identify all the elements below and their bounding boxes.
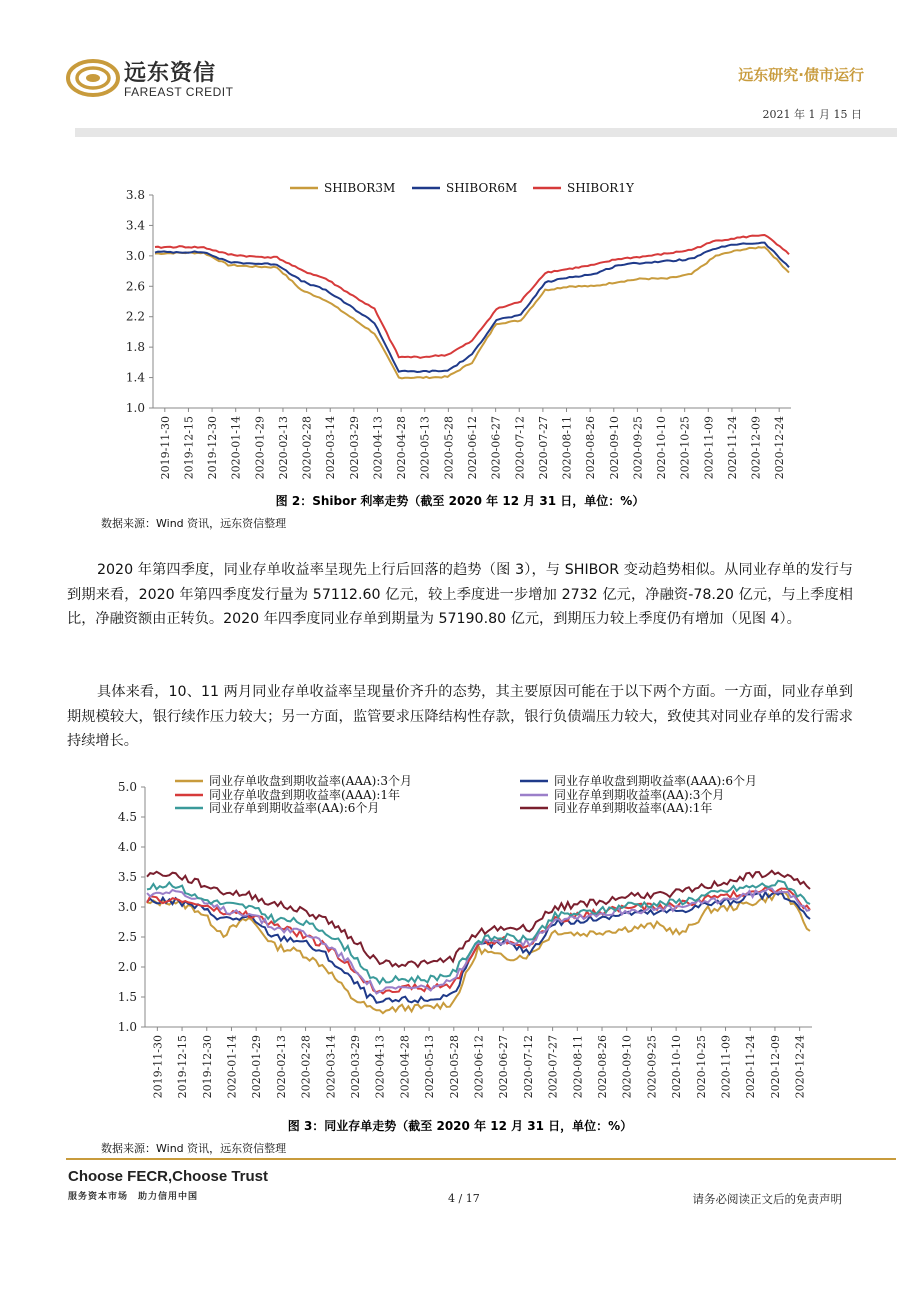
x-tick-label: 2020-12-24 xyxy=(793,1035,807,1099)
x-tick-label: 2020-06-12 xyxy=(472,1035,486,1099)
x-tick-label: 2020-08-26 xyxy=(584,416,598,480)
x-tick-label: 2020-09-25 xyxy=(645,1035,659,1099)
figure3-source: 数据来源：Wind 资讯，远东资信整理 xyxy=(101,1142,287,1155)
x-tick-label: 2019-12-30 xyxy=(200,1035,214,1099)
x-tick-label: 2020-06-27 xyxy=(497,1035,511,1099)
x-tick-label: 2020-12-09 xyxy=(749,416,763,480)
legend-label: SHIBOR3M xyxy=(324,181,396,195)
x-tick-label: 2020-10-10 xyxy=(670,1035,684,1099)
x-tick-label: 2020-08-11 xyxy=(571,1035,585,1099)
series-line xyxy=(147,892,810,1013)
x-tick-label: 2020-03-29 xyxy=(348,1035,362,1099)
footer-disclaimer: 请务必阅读正文后的免责声明 xyxy=(692,1192,842,1206)
legend-label: 同业存单到期收益率(AA):6个月 xyxy=(209,801,380,815)
footer-divider xyxy=(66,1158,896,1160)
legend-label: 同业存单到期收益率(AA):1年 xyxy=(554,801,713,815)
x-tick-label: 2020-07-27 xyxy=(546,1035,560,1099)
y-tick-label: 5.0 xyxy=(117,780,137,794)
x-tick-label: 2020-11-09 xyxy=(702,416,716,480)
y-tick-label: 1.8 xyxy=(125,340,145,355)
x-tick-label: 2020-09-25 xyxy=(631,416,645,480)
x-tick-label: 2020-02-13 xyxy=(274,1035,288,1099)
paragraph-2: 具体来看，10、11 两月同业存单收益率呈现量价齐升的态势，其主要原因可能在于以下两个方面。一方面，同业存单到期规模较大，银行续作压力较大；另一方面，监管要求压降结构性存款，银行负债端压力较大，致使其对同业存单的发行需求持续增长。 xyxy=(67,684,853,749)
x-tick-label: 2020-03-14 xyxy=(324,416,338,480)
y-tick-label: 2.2 xyxy=(125,309,145,324)
x-tick-label: 2020-01-14 xyxy=(229,416,243,480)
y-tick-label: 1.0 xyxy=(125,401,145,415)
y-tick-label: 3.8 xyxy=(125,188,145,202)
x-tick-label: 2020-10-10 xyxy=(655,416,669,480)
y-tick-label: 3.0 xyxy=(117,900,137,914)
x-tick-label: 2020-09-10 xyxy=(620,1035,634,1099)
x-tick-label: 2020-12-24 xyxy=(773,416,787,480)
x-tick-label: 2020-05-28 xyxy=(442,416,456,480)
x-tick-label: 2020-03-14 xyxy=(324,1035,338,1099)
x-tick-label: 2019-12-15 xyxy=(176,1035,190,1099)
y-tick-label: 1.5 xyxy=(117,990,137,1004)
x-tick-label: 2020-07-12 xyxy=(513,416,527,480)
y-tick-label: 3.5 xyxy=(117,870,137,884)
logo-chinese-name: 远东资信 xyxy=(124,61,217,86)
x-tick-label: 2020-08-26 xyxy=(596,1035,610,1099)
legend-label: 同业存单收盘到期收益率(AAA):1年 xyxy=(209,788,401,802)
x-tick-label: 2020-04-28 xyxy=(398,1035,412,1099)
x-tick-label: 2020-11-24 xyxy=(744,1035,758,1099)
footer-slogan: 服务资本市场 助力信用中国 xyxy=(68,1192,199,1202)
x-tick-label: 2020-08-11 xyxy=(560,416,574,480)
x-tick-label: 2020-10-25 xyxy=(694,1035,708,1099)
report-date: 2021 年 1 月 15 日 xyxy=(762,108,862,121)
y-tick-label: 2.5 xyxy=(117,930,137,944)
y-tick-label: 3.4 xyxy=(125,218,145,233)
x-tick-label: 2020-06-12 xyxy=(466,416,479,480)
x-tick-label: 2020-11-24 xyxy=(725,416,739,480)
y-tick-label: 4.5 xyxy=(117,810,137,824)
x-tick-label: 2020-01-14 xyxy=(225,1035,239,1099)
report-series-title: 远东研究·债市运行 xyxy=(738,66,864,84)
legend-label: SHIBOR6M xyxy=(446,181,518,195)
x-tick-label: 2020-04-13 xyxy=(373,1035,387,1099)
x-tick-label: 2020-10-25 xyxy=(678,416,692,480)
x-tick-label: 2020-09-10 xyxy=(607,416,621,480)
x-tick-label: 2020-05-13 xyxy=(423,1035,437,1099)
figure2-source: 数据来源：Wind 资讯，远东资信整理 xyxy=(101,517,287,530)
x-tick-label: 2020-11-09 xyxy=(719,1035,733,1099)
x-tick-label: 2020-05-28 xyxy=(447,1035,461,1099)
x-tick-label: 2020-05-13 xyxy=(418,416,432,480)
logo-english-name: FAREAST CREDIT xyxy=(124,85,234,99)
x-tick-label: 2020-02-28 xyxy=(299,1035,313,1099)
x-tick-label: 2020-07-27 xyxy=(536,416,550,480)
legend-label: 同业存单到期收益率(AA):3个月 xyxy=(554,788,725,802)
x-tick-label: 2020-07-12 xyxy=(521,1035,535,1099)
legend-label: SHIBOR1Y xyxy=(567,181,634,195)
x-tick-label: 2020-04-28 xyxy=(395,416,409,480)
footer-brand: Choose FECR,Choose Trust xyxy=(68,1168,269,1185)
x-tick-label: 2019-11-30 xyxy=(151,1035,165,1099)
y-tick-label: 1.0 xyxy=(117,1020,137,1034)
y-tick-label: 2.0 xyxy=(117,960,137,974)
figure3-caption: 图 3：同业存单走势（截至 2020 年 12 月 31 日，单位：%） xyxy=(287,1119,633,1133)
x-tick-label: 2020-12-09 xyxy=(768,1035,782,1099)
x-tick-label: 2019-12-30 xyxy=(206,416,220,480)
y-tick-label: 2.6 xyxy=(125,279,145,294)
x-tick-label: 2020-03-29 xyxy=(347,416,361,480)
x-tick-label: 2019-11-30 xyxy=(158,416,172,480)
page-number: 4 / 17 xyxy=(448,1192,480,1205)
x-tick-label: 2020-02-28 xyxy=(300,416,314,480)
x-tick-label: 2020-01-29 xyxy=(253,416,267,480)
x-tick-label: 2020-06-27 xyxy=(489,416,503,480)
x-tick-label: 2019-12-15 xyxy=(182,416,196,480)
x-tick-label: 2020-04-13 xyxy=(371,416,385,480)
legend-label: 同业存单收盘到期收益率(AAA):6个月 xyxy=(554,774,758,788)
y-tick-label: 1.4 xyxy=(125,370,145,385)
figure2-caption: 图 2：Shibor 利率走势（截至 2020 年 12 月 31 日，单位：%） xyxy=(275,494,645,508)
x-tick-label: 2020-02-13 xyxy=(276,416,290,480)
y-tick-label: 4.0 xyxy=(117,840,137,854)
legend-label: 同业存单收盘到期收益率(AAA):3个月 xyxy=(209,774,413,788)
paragraph-1: 2020 年第四季度，同业存单收益率呈现先上行后回落的趋势（图 3），与 SHIBOR 变动趋势相似。从同业存单的发行与到期来看，2020 年第四季度发行量为 57112.60 亿元，较上季度进一步增加 2732 亿元，净融资-78.20 亿元，与上季度相比，净融资额由正转负。2020 年四季度同业存单到期量为 57190.80 亿元，到期压力较上季度仍有增加（见图 4）。 xyxy=(67,562,853,627)
x-tick-label: 2020-01-29 xyxy=(250,1035,264,1099)
y-tick-label: 3.0 xyxy=(125,248,145,263)
